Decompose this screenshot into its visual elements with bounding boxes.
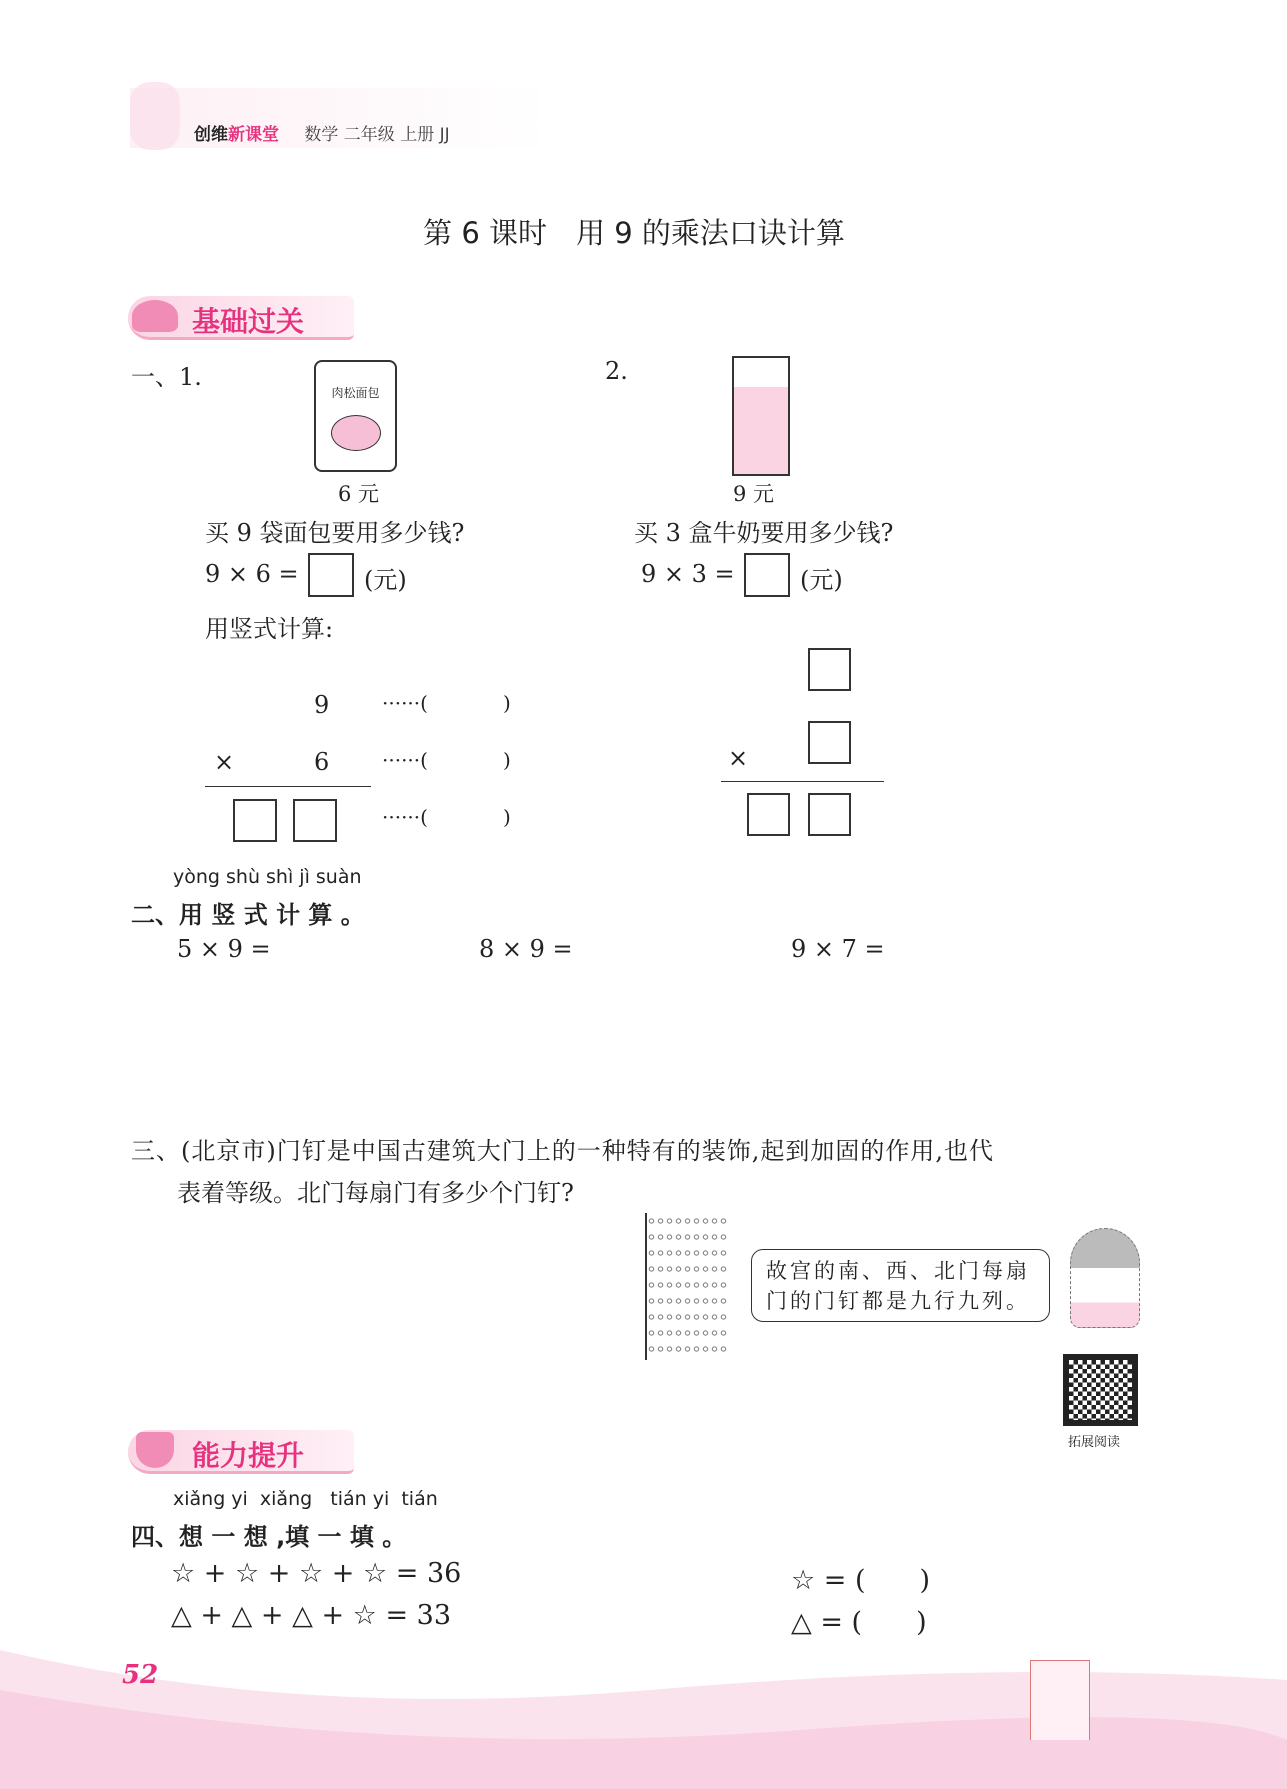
bread-unit: (元) — [364, 566, 407, 594]
q1-2-number: 2. — [605, 357, 628, 385]
bubble-line-2: 门的门钉都是九行九列。 — [766, 1289, 1030, 1313]
close-1: ) — [503, 691, 511, 715]
bread-price: 6 元 — [338, 482, 380, 506]
bread-answer-box[interactable] — [308, 553, 354, 597]
q3-line-2: 表着等级。北门每扇门有多少个门钉? — [177, 1179, 574, 1207]
dots-2: ······( — [382, 748, 428, 772]
door-nails-image — [645, 1213, 728, 1360]
v-line — [205, 786, 371, 787]
milk-answer-box[interactable] — [744, 553, 790, 597]
rv-line — [721, 781, 884, 782]
close-3: ) — [503, 805, 511, 829]
q3-line-1: 三、(北京市)门钉是中国古建筑大门上的一种特有的装饰,起到加固的作用,也代 — [131, 1137, 994, 1165]
q2-item-3: 9 × 7 = — [791, 935, 885, 963]
graduation-cap-icon — [132, 300, 178, 332]
section-label-basic: 基础过关 — [192, 305, 305, 338]
v-mul: × — [214, 748, 235, 776]
rv-top-box[interactable] — [808, 648, 851, 691]
rv-times: × — [728, 744, 749, 772]
milk-question: 买 3 盒牛奶要用多少钱? — [634, 519, 894, 547]
page-title: 第 6 课时 用 9 的乘法口诀计算 — [423, 216, 845, 250]
close-2: ) — [503, 748, 511, 772]
milk-equation: 9 × 3 = — [641, 560, 735, 588]
page-number: 52 — [122, 1660, 159, 1690]
q4-answer-star[interactable]: ☆ = ( ) — [791, 1565, 931, 1596]
dots-1: ······( — [382, 691, 428, 715]
girl-illustration — [1070, 1228, 1140, 1328]
v-top: 9 — [314, 691, 330, 719]
section-label-advanced: 能力提升 — [192, 1439, 305, 1472]
v-result-box-2[interactable] — [293, 799, 337, 842]
milk-unit: (元) — [800, 566, 843, 594]
rv-result-box-1[interactable] — [747, 793, 790, 836]
rv-mid-box[interactable] — [808, 721, 851, 764]
qr-label: 拓展阅读 — [1068, 1435, 1121, 1450]
rv-result-box-2[interactable] — [808, 793, 851, 836]
bread-equation: 9 × 6 = — [205, 560, 299, 588]
q2-item-2: 8 × 9 = — [479, 935, 573, 963]
vertical-label: 用竖式计算: — [205, 615, 334, 643]
q4-pinyin: xiǎng yi xiǎng tián yi tián — [173, 1488, 438, 1510]
bubble-line-1: 故宫的南、西、北门每扇 — [766, 1259, 1030, 1283]
dots-3: ······( — [382, 805, 428, 829]
subject: 数学 二年级 上册 JJ — [304, 125, 450, 145]
bottom-wave-decoration — [0, 1630, 1287, 1789]
brand-a: 创维 — [194, 125, 228, 145]
castle-illustration — [1030, 1660, 1090, 1740]
v-result-box-1[interactable] — [233, 799, 277, 842]
bread-question: 买 9 袋面包要用多少钱? — [205, 519, 465, 547]
q2-pinyin: yòng shù shì jì suàn — [173, 866, 362, 888]
q4-row-2: △ + △ + △ + ☆ = 33 — [171, 1600, 452, 1631]
kids-illustration — [130, 82, 180, 150]
q2-title: 二、用 竖 式 计 算 。 — [131, 901, 365, 929]
header-text — [194, 120, 450, 145]
package-text: 肉松面包 — [331, 386, 380, 400]
brand-b: 新课堂 — [228, 125, 279, 145]
q4-title: 四、想 一 想 ,填 一 填 。 — [131, 1523, 407, 1551]
milk-carton-image — [732, 356, 790, 476]
v-bottom: 6 — [314, 748, 330, 776]
q4-row-1: ☆ + ☆ + ☆ + ☆ = 36 — [171, 1558, 462, 1589]
q1-number: 一、1. — [131, 363, 202, 391]
q4-answer-triangle[interactable]: △ = ( ) — [791, 1607, 927, 1638]
speech-bubble — [751, 1249, 1050, 1322]
q2-item-1: 5 × 9 = — [177, 935, 271, 963]
milk-price: 9 元 — [733, 482, 775, 506]
qr-code[interactable] — [1063, 1354, 1138, 1426]
bread-package-image — [314, 360, 397, 472]
trophy-icon — [136, 1432, 174, 1468]
